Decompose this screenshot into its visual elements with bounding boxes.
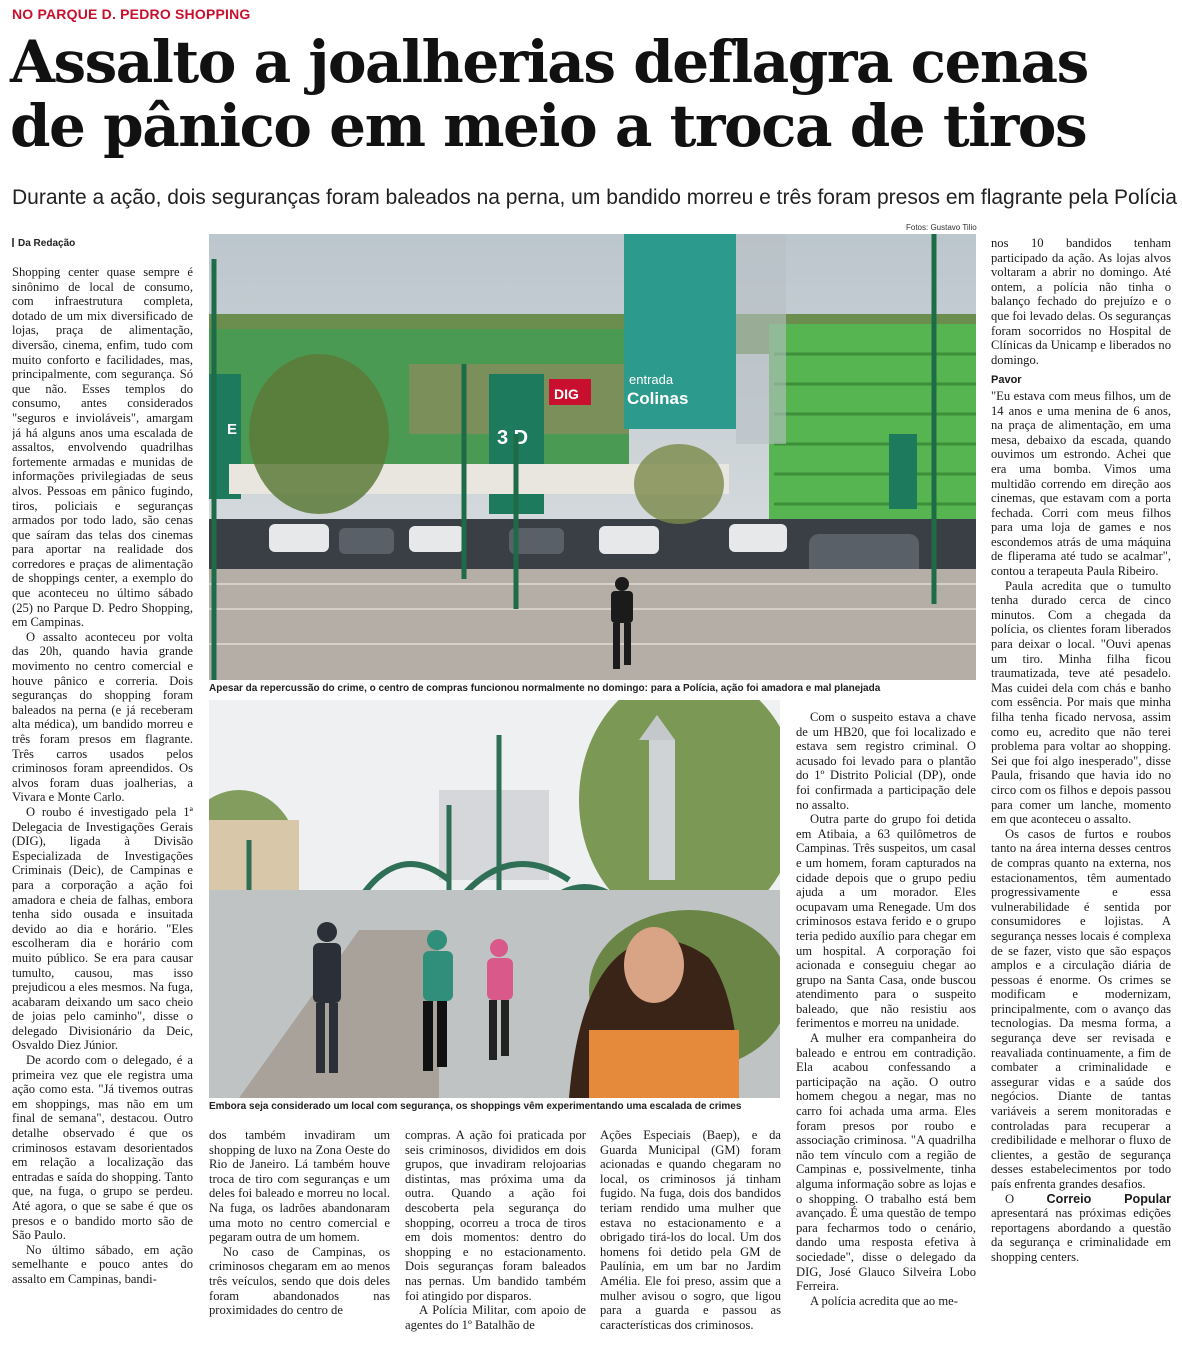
byline: [12, 238, 75, 249]
headline: Assalto a joalherias deflagra cenas de pânico em meio a troca de tiros: [10, 28, 1088, 160]
paragraph: Ações Especiais (Baep), e da Guarda Municipal (GM) foram acionadas e quando chegaram no local, os criminosos já tinham fugido. Na fuga, dois dos bandidos teriam rendido uma mulher que estava no estacionamento e a obrigado tirá-los do local. Um dos homens foi detido pela GM de Paulínia, em um bar no Jardim Amélia. Ele foi preso, assim que a mulher avisou o sogro, que ligou para a guarda e passou as características dos criminosos.: [600, 1128, 781, 1332]
sign-entrada-text: entrada: [629, 372, 674, 387]
text-column-2: [209, 1128, 390, 1350]
photo-parking-lot: [209, 234, 976, 680]
paragraph: A Polícia Militar, com apoio de agentes do 1º Batalhão de: [405, 1303, 586, 1332]
paragraph: De acordo com o delegado, é a primeira vez que ele registra uma ação como esta. "Já tivemos outras em shoppings, mas não em um final de semana", destacou. Outro detalhe observado é que os criminosos estavam desorientados em relação a localização das entradas e saída do shopping. Tanto que, na fuga, o grupo se perdeu. Até agora, o que se sabe é que os presos e o bandido morto são de São Paulo.: [12, 1053, 193, 1243]
sign-colinas-text: Colinas: [627, 389, 689, 408]
newspaper-name: Correio Popular: [1046, 1191, 1171, 1206]
photo-caption-2: Embora seja considerado um local com segurança, os shoppings vêm experimentando uma escalada de crimes: [209, 1101, 742, 1112]
sign-e-text: E: [227, 421, 238, 438]
text-column-4: [600, 1128, 781, 1350]
text-column-1: [12, 265, 193, 1350]
paragraph: "Eu estava com meus filhos, um de 14 anos e uma menina de 6 anos, na praça de alimentação, em uma mesa, debaixo da escada, quando ouvimos um estrondo. Achei que era uma bomba. Vimos uma multidão correndo em direção aos cinemas, que estavam com a porta fechada. Corri com meus filhos para uma loja de games e nos escondemos atrás de uma máquina de fliperama até tudo se acalmar", contou a terapeuta Paula Ribeiro.: [991, 388, 1171, 579]
deck: Durante a ação, dois seguranças foram baleados na perna, um bandido morreu e três foram presos em flagrante pela Polícia: [12, 186, 1177, 209]
paragraph: Shopping center quase sempre é sinônimo de local de consumo, com infraestrutura completa, dotado de um mix diversificado de lojas, praça de alimentação, diversão, cinema, enfim, tudo com muito conforto e facilidades, mas, principalmente, com segurança. Só que não. Esses templos do consumo, antes considerados "seguros e invioláveis", amargam já há alguns anos uma escalada de assaltos, envolvendo quadrilhas fortemente armadas e munidas de informações privilegiadas de seus alvos. Pessoas em pânico fugindo, tiros, policiais e seguranças armados por todo lado, são cenas que saíram das telas dos cinemas para aportar na realidade dos corredores e praças de alimentação de shoppings center, a exemplo do que aconteceu no último sábado (25) no Parque D. Pedro Shopping, em Campinas.: [12, 265, 193, 630]
paragraph: [991, 1192, 1171, 1265]
section-kicker: NO PARQUE D. PEDRO SHOPPING: [12, 6, 251, 22]
paragraph: compras. A ação foi praticada por seis criminosos, divididos em dois grupos, que invadiram relojoarias distintas, mas próxima uma da outra. Quando a ação foi descoberta pela segurança do shopping, ocorreu a troca de tiros em dois momentos: dentro do shopping e no estacionamento. Dois seguranças foram baleados nas pernas. Um bandido também foi atingido por disparos.: [405, 1128, 586, 1303]
text-column-3: [405, 1128, 586, 1350]
paragraph: dos também invadiram um shopping de luxo na Zona Oeste do Rio de Janeiro. Lá também houve troca de tiro com seguranças e um deles foi baleado e morreu no local. Na fuga, os ladrões abandonaram uma moto no centro comercial e pegaram outra de um homem.: [209, 1128, 390, 1245]
parking-lot-image: [209, 234, 976, 680]
photo-credit: Fotos: Gustavo Tilio: [906, 223, 977, 232]
text-run: apresentará nas próximas edições reportagens abordando a questão da segurança e criminalidade em shopping centers.: [991, 1206, 1171, 1264]
sign-3d-text: 3 D: [497, 427, 529, 449]
paragraph: O roubo é investigado pela 1ª Delegacia de Investigações Gerais (DIG), ligada à Divisão Especializada de Investigações Criminais (Deic), de Campinas e para a corporação a ação foi amadora e cheia de falhas, embora tenha sido ousada e insuitada devido ao dia e horário. "Eles escolheram dia e horário com muito público. Se era para causar tumulto, causou, mas isso prejudicou a eles mesmos. Na fuga, acabaram deixando um saco cheio de joias pelo caminho", disse o delegado Divisionário da Deic, Osvaldo Diez Júnior.: [12, 804, 193, 1053]
byline-text: Da Redação: [18, 238, 76, 249]
walkway-image: [209, 700, 780, 1098]
subheading: Pavor: [991, 374, 1022, 387]
paragraph: Paula acredita que o tumulto tenha durado cerca de cinco minutos. Com a chegada da polícia, os clientes foram liberados para deixar o local. "Ouvi apenas um tiro. Minha filha ficou traumatizada, teve até pesadelo. Mas cuidei dela com chás e banho com essência. Por mais que minha filha tenha ficado nervosa, assim como eu, acredito que não terei problema para voltar ao shopping. Sei que foi algo inesperado", disse Paula, frisando que havia ido no circo com os filhos e depois passou para comer um lanche, momento em que aconteceu o assalto.: [991, 578, 1171, 827]
paragraph: Com o suspeito estava a chave de um HB20, que foi localizado e estava sem registro criminal. O acusado foi levado para o plantão do 1º Distrito Policial (DP), onde foi confirmada a participação dele no assalto.: [796, 710, 976, 812]
paragraph: O assalto aconteceu por volta das 20h, quando havia grande movimento no centro comercial e houve pânico e correria. Dois seguranças do shopping foram baleados na perna (e já receberam alta médica), um bandido morreu e três foram presos em flagrante. Três carros usados pelos criminosos foram apreendidos. Os alvos foram duas joalherias, a Vivara e Monte Carlo.: [12, 629, 193, 805]
paragraph: No caso de Campinas, os criminosos chegaram em ao menos três veículos, sendo que dois deles foram abandonados nas proximidades do centro de: [209, 1244, 390, 1318]
paragraph: Outra parte do grupo foi detida em Atibaia, a 63 quilômetros de Campinas. Três suspeitos, um casal e um homem, foram capturados na cidade depois que o grupo pediu ajuda a um morador. Eles ocupavam uma Renegade. Um dos criminosos estava ferido e o grupo teria pedido auxílio para chegar em um hospital. A corporação foi acionada e conseguiu chegar ao grupo na Santa Casa, onde buscou atendimento para o suspeito baleado, que não resistiu aos ferimentos e morreu na unidade.: [796, 812, 976, 1031]
paragraph: A mulher era companheira do baleado e entrou em contradição. Ela acabou confessando a participação na ação. O outro homem chegou a negar, mas no carro foi achada uma arma. Eles foram presos por roubo e associação criminosa. "A quadrilha não tem vínculo com a região de Campinas e, possivelmente, tinha alguma informação sobre as lojas e o shopping. O trabalho está bem avançado. É uma questão de tempo para fecharmos todo o cenário, dando uma resposta efetiva à sociedade", disse o delegado da DIG, José Glauco Silveira Lobo Ferreira.: [796, 1031, 976, 1294]
photo-caption-1: Apesar da repercussão do crime, o centro de compras funcionou normalmente no domingo: para a Polícia, ação foi amadora e mal planejada: [209, 683, 881, 694]
sign-dig-text: DIG: [554, 386, 579, 402]
paragraph: No último sábado, em ação semelhante e pouco antes do assalto em Campinas, bandi-: [12, 1242, 193, 1286]
photo-walkway: [209, 700, 780, 1098]
paragraph: nos 10 bandidos tenham participado da ação. As lojas alvos voltaram a abrir no domingo. Até ontem, a polícia não tinha o balanço fechado do prejuízo e o que foi levado delas. Os seguranças foram socorridos no Hospital de Clínicas da Unicamp e liberados no domingo.: [991, 236, 1171, 367]
paragraph: A polícia acredita que ao me-: [810, 1293, 958, 1308]
text-run: O: [1005, 1191, 1047, 1206]
text-column-5: [796, 710, 976, 1350]
text-column-6: [991, 236, 1171, 1350]
paragraph: Os casos de furtos e roubos tanto na área interna desses centros de compras quanto na externa, nos estacionamentos, têm aumentado progressivamente e essa vulnerabilidade é sentida por consumidores e lojistas. A segurança nesses locais é complexa de se fazer, visto que são espaços amplos e a circulação diária de pessoas é enorme. Os crimes se modificam e modernizam, principalmente, com o avanço das tecnologias. Da mesma forma, a segurança deve ser revisada e reavaliada continuamente, a fim de combater a criminalidade e assegurar vidas e a saúde dos negócios. Diante de tantas variáveis a serem monitoradas e controladas para recuperar a credibilidade e melhorar o fluxo de clientes, a gestão de segurança desses estabelecimentos por todo país enfrenta grandes desafios.: [991, 826, 1171, 1191]
